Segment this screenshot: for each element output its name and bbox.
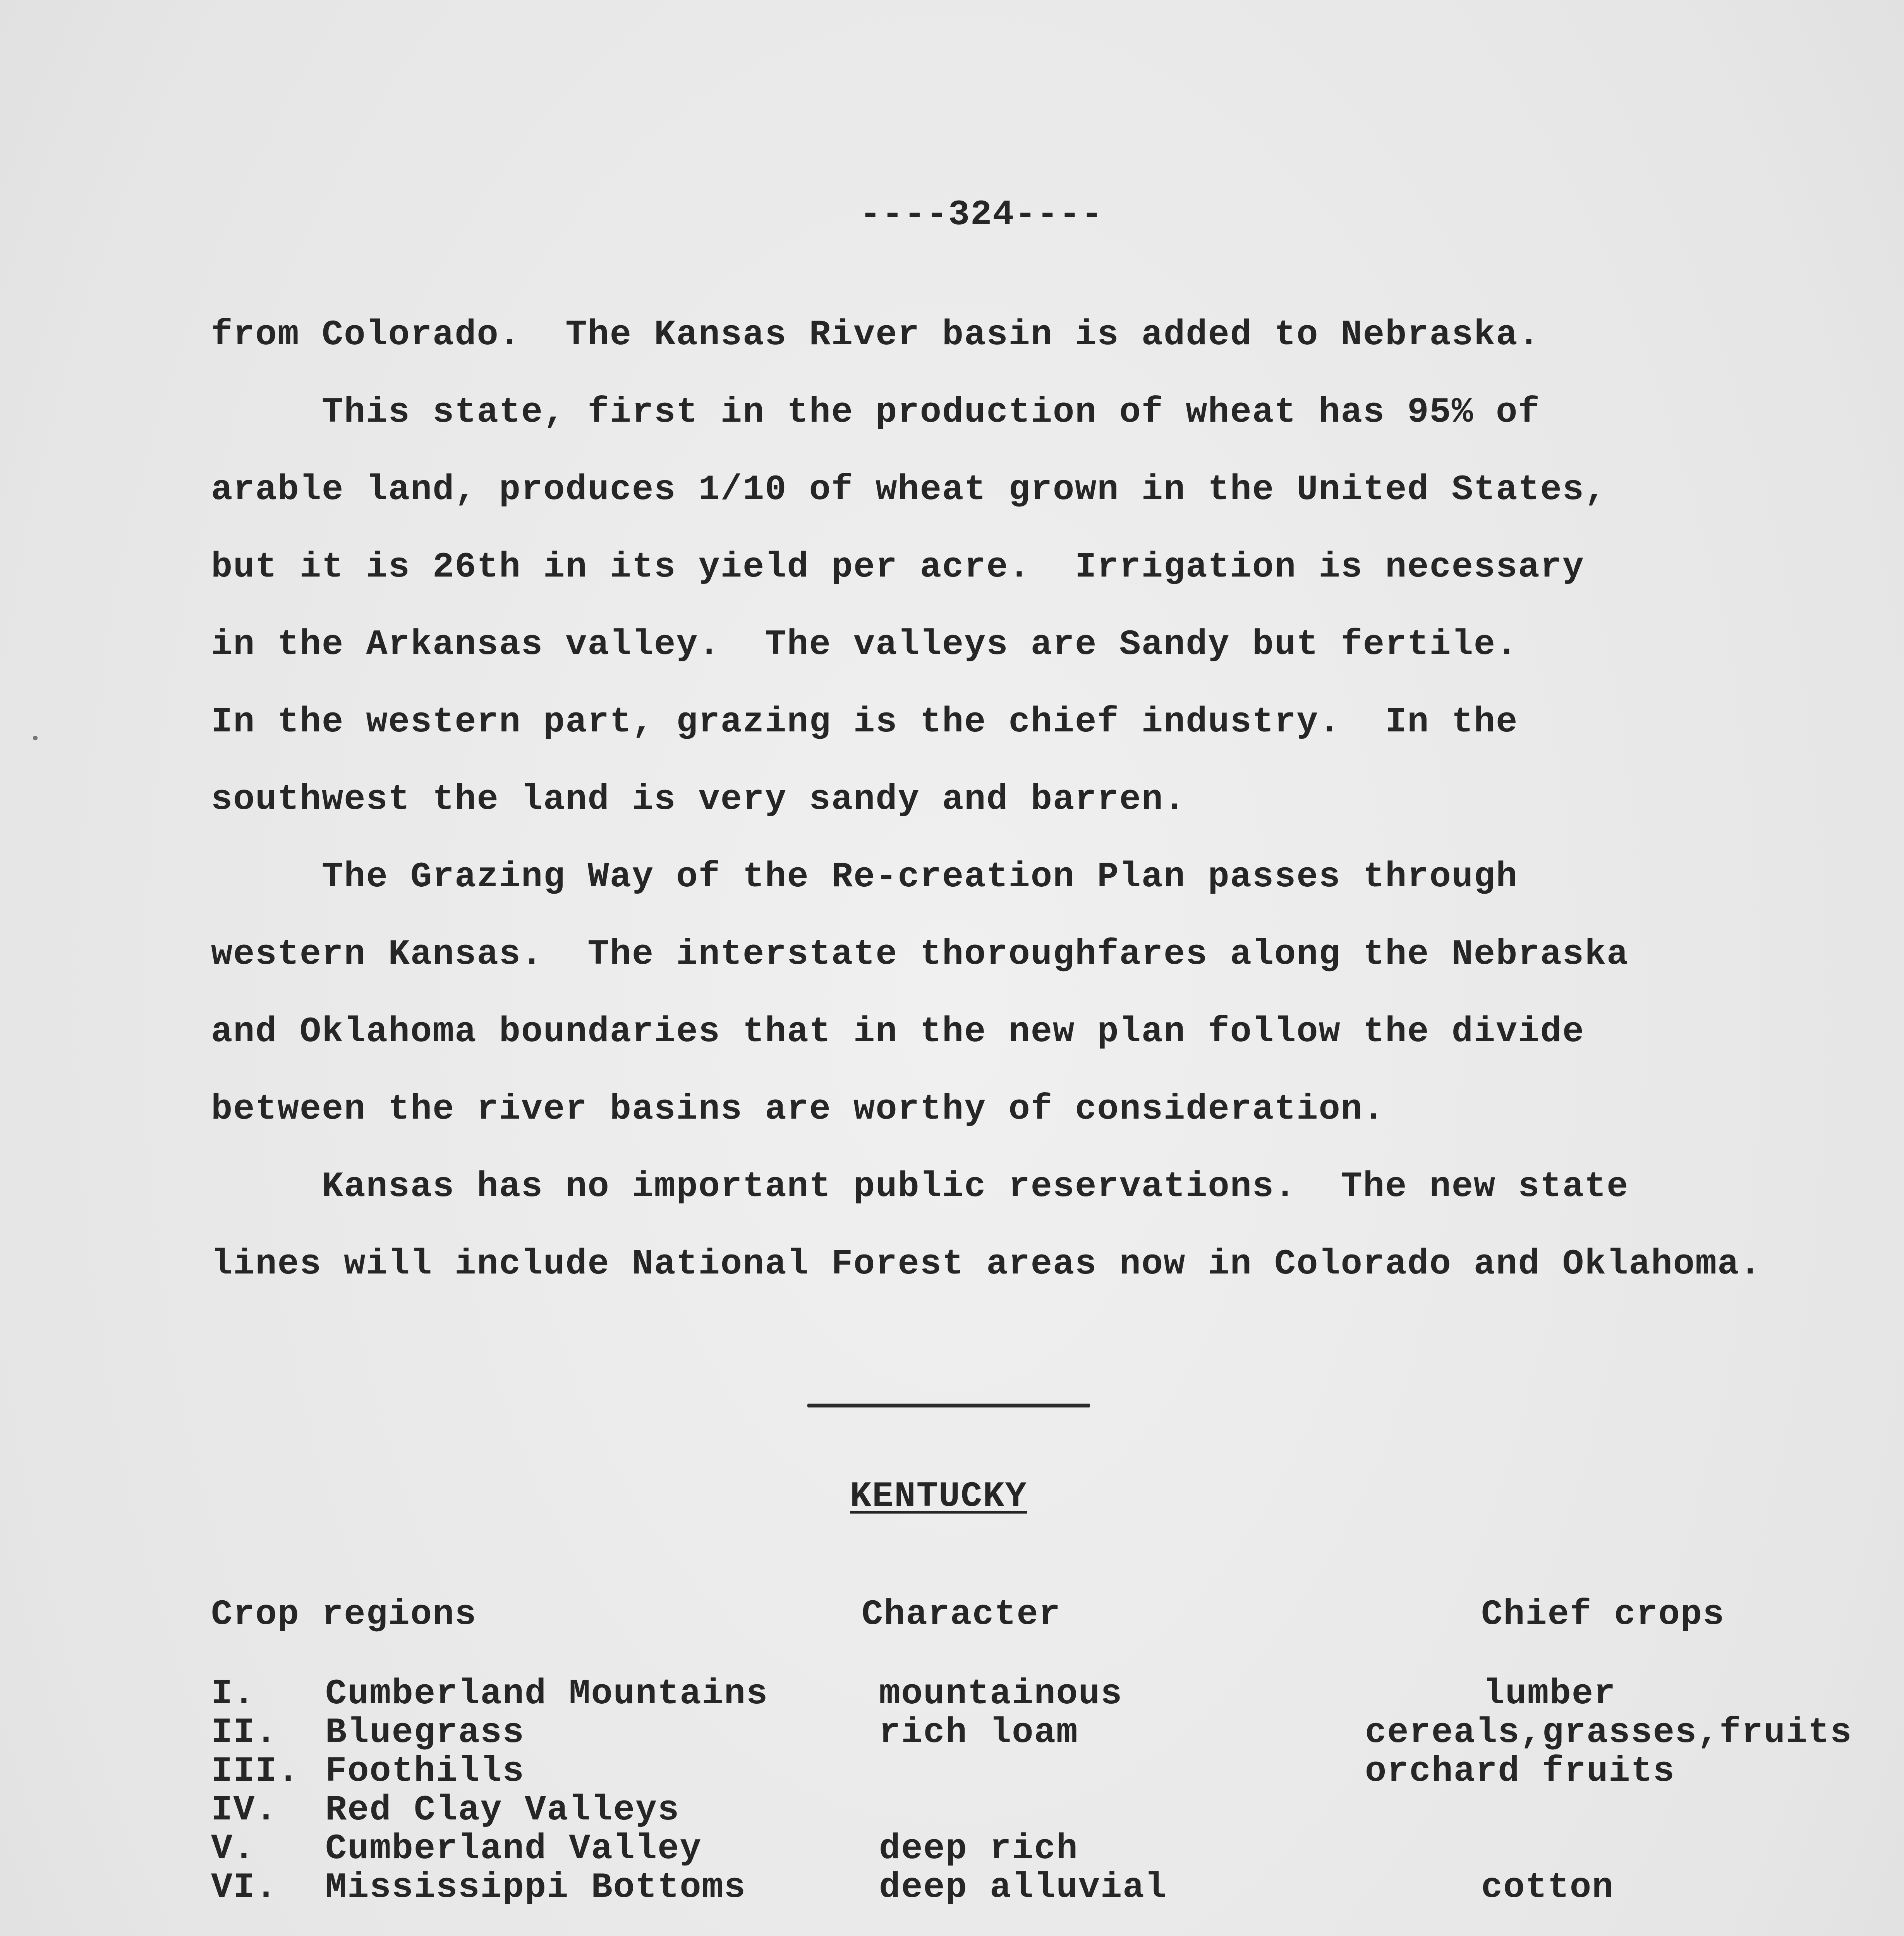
text-line: The Grazing Way of the Re-creation Plan passes through (211, 856, 1518, 897)
table-row-character: mountainous (879, 1673, 1123, 1714)
table-row-number: IV. (211, 1790, 278, 1830)
text-line: Kansas has no important public reservations. The new state (211, 1166, 1629, 1207)
text-line: in the Arkansas valley. The valleys are Sandy but fertile. (211, 624, 1518, 665)
table-row-region: Bluegrass (325, 1712, 525, 1753)
text-line: This state, first in the production of wheat has 95% of (211, 392, 1540, 433)
table-row-crops: cereals,grasses,fruits (1365, 1712, 1852, 1753)
table-row-character: deep alluvial (879, 1867, 1167, 1908)
text-line: lines will include National Forest areas now in Colorado and Oklahoma. (211, 1244, 1762, 1284)
table-row-number: V. (211, 1828, 256, 1869)
text-line: and Oklahoma boundaries that in the new plan follow the divide (211, 1011, 1585, 1052)
text-line: arable land, produces 1/10 of wheat grown in the United States, (211, 469, 1607, 510)
table-row-region: Cumberland Valley (325, 1828, 702, 1869)
table-row-number: VI. (211, 1867, 278, 1908)
section-divider (807, 1404, 1090, 1407)
text-line: but it is 26th in its yield per acre. Irrigation is necessary (211, 547, 1585, 587)
section-heading: KENTUCKY (850, 1476, 1027, 1517)
text-line: In the western part, grazing is the chief industry. In the (211, 702, 1518, 742)
table-row-character: deep rich (879, 1828, 1078, 1869)
table-row-region: Foothills (325, 1751, 525, 1792)
table-row-number: I. (211, 1673, 256, 1714)
header-character: Character (862, 1594, 1061, 1635)
header-chief-crops: Chief crops (1481, 1594, 1725, 1635)
table-row-crops: lumber (1483, 1673, 1616, 1714)
text-line: western Kansas. The interstate thoroughfares along the Nebraska (211, 934, 1629, 975)
table-row-crops: cotton (1481, 1867, 1614, 1908)
header-crop-regions: Crop regions (211, 1594, 477, 1635)
table-row-region: Red Clay Valleys (325, 1790, 680, 1830)
table-row-region: Mississippi Bottoms (325, 1867, 746, 1908)
text-line: from Colorado. The Kansas River basin is added to Nebraska. (211, 314, 1540, 355)
page-number: ----324---- (860, 194, 1104, 235)
text-line: southwest the land is very sandy and barren. (211, 779, 1186, 820)
table-row-character: rich loam (879, 1712, 1078, 1753)
text-line: between the river basins are worthy of consideration. (211, 1089, 1386, 1129)
table-row-crops: orchard fruits (1365, 1751, 1675, 1792)
table-row-number: III. (211, 1751, 300, 1792)
table-row-number: II. (211, 1712, 278, 1753)
table-row-region: Cumberland Mountains (325, 1673, 769, 1714)
paper-speck (33, 736, 38, 740)
